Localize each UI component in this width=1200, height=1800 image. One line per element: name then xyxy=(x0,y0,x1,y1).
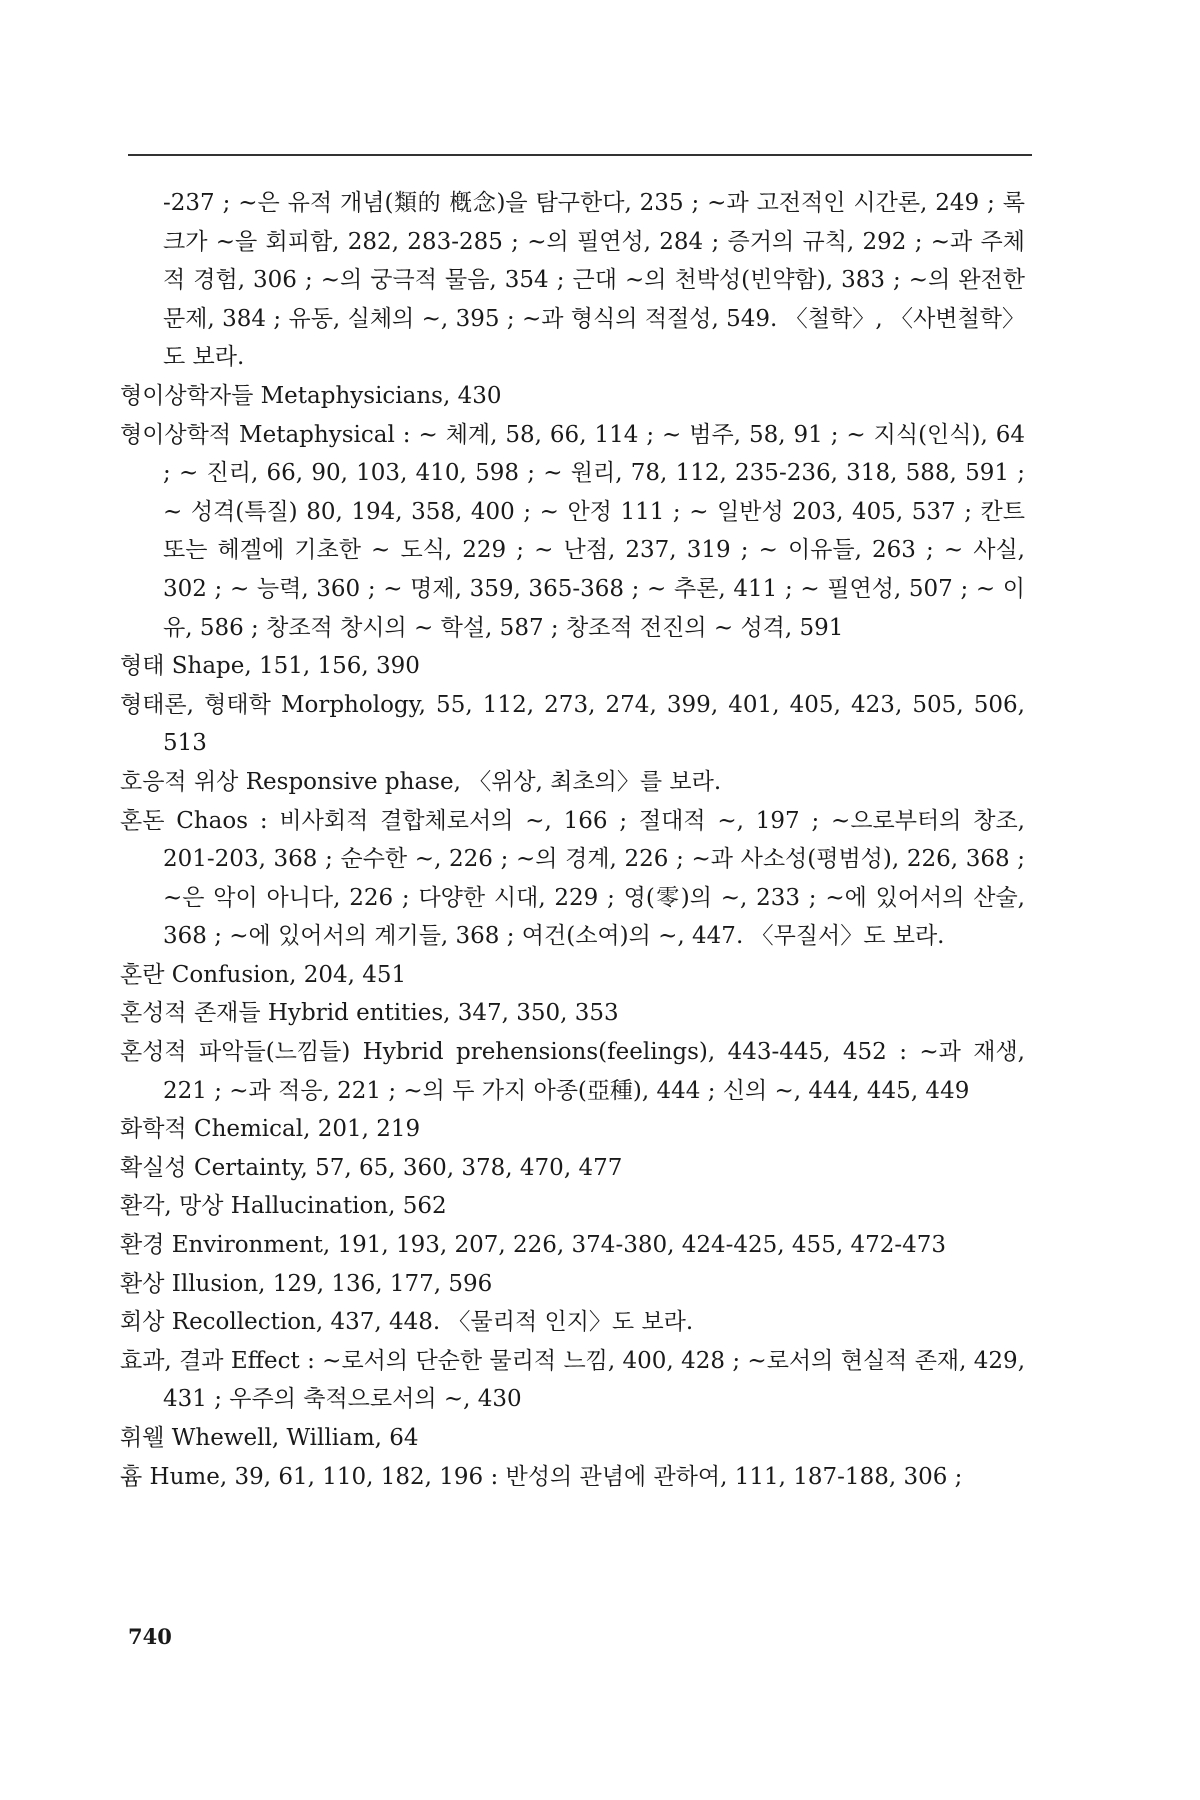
index-entry: 환경 Environment, 191, 193, 207, 226, 374-380, 424-425, 455, 472-473 xyxy=(120,1232,947,1259)
page-number: 740 xyxy=(128,1624,172,1649)
index-entry: 형이상학적 Metaphysical : ~ 체계, 58, 66, 114 ; ~ 범주, 58, 91 ; ~ 지식(인식), 64 ; ~ 진리, 66, 90, 103, 410, 598 ; ~ 원리, 78, 112, 235-236, 318, 588, 591 ; ~ 성격(특질) 80, 194, 358, 400 ; ~ 안정 111 ; ~ 일반성 203, 405, 537 ; 칸트 또는 헤겔에 기초한 ~ 도식, 229 ; ~ 난점, 237, 319 ; ~ 이유들, 263 ; ~ 사실, 302 ; ~ 능력, 360 ; ~ 명제, 359, 365-368 ; ~ 추론, 411 ; ~ 필연성, 507 ; ~ 이유, 586 ; 창조적 창시의 ~ 학설, 587 ; 창조적 전진의 ~ 성격, 591 xyxy=(120,421,1025,641)
index-entry: 회상 Recollection, 437, 448. 〈물리적 인지〉도 보라. xyxy=(120,1309,694,1336)
index-entry: 환각, 망상 Hallucination, 562 xyxy=(120,1193,447,1220)
index-entry: 효과, 결과 Effect : ~로서의 단순한 물리적 느낌, 400, 428 ; ~로서의 현실적 존재, 429, 431 ; 우주의 축적으로서의 ~, 430 xyxy=(120,1347,1025,1413)
index-entry: 화학적 Chemical, 201, 219 xyxy=(120,1116,421,1143)
index-entry: 형이상학자들 Metaphysicians, 430 xyxy=(120,382,502,409)
header-rule xyxy=(128,154,1032,156)
index-entry: -237 ; ~은 유적 개념(類的 槪念)을 탐구한다, 235 ; ~과 고전적인 시간론, 249 ; 록크가 ~을 회피함, 282, 283-285 ; ~의 필연성, 284 ; 증거의 규칙, 292 ; ~과 주체적 경험, 306 ; ~의 궁극적 물음, 354 ; 근대 ~의 천박성(빈약함), 383 ; ~의 완전한 문제, 384 ; 유동, 실체의 ~, 395 ; ~과 형식의 적절성, 549. 〈철학〉, 〈사변철학〉도 보라. xyxy=(163,190,1025,371)
index-entry: 확실성 Certainty, 57, 65, 360, 378, 470, 477 xyxy=(120,1154,623,1181)
index-entries xyxy=(120,184,1025,1496)
index-entry: 흄 Hume, 39, 61, 110, 182, 196 : 반성의 관념에 관하여, 111, 187-188, 306 ; xyxy=(120,1463,963,1490)
index-entry: 형태 Shape, 151, 156, 390 xyxy=(120,653,420,680)
index-entry: 휘웰 Whewell, William, 64 xyxy=(120,1425,419,1451)
index-entry: 혼돈 Chaos : 비사회적 결합체로서의 ~, 166 ; 절대적 ~, 197 ; ~으로부터의 창조, 201-203, 368 ; 순수한 ~, 226 ; ~의 경계, 226 ; ~과 사소성(평범성), 226, 368 ; ~은 악이 아니다, 226 ; 다양한 시대, 229 ; 영(零)의 ~, 233 ; ~에 있어서의 산술, 368 ; ~에 있어서의 계기들, 368 ; 여건(소여)의 ~, 447. 〈무질서〉도 보라. xyxy=(120,807,1025,950)
index-entry: 혼성적 파악들(느낌들) Hybrid prehensions(feelings), 443-445, 452 : ~과 재생, 221 ; ~과 적응, 221 ; ~의 두 가지 아종(亞種), 444 ; 신의 ~, 444, 445, 449 xyxy=(120,1039,1025,1104)
index-entry: 호응적 위상 Responsive phase, 〈위상, 최초의〉를 보라. xyxy=(120,768,722,795)
index-entry: 혼성적 존재들 Hybrid entities, 347, 350, 353 xyxy=(120,1000,619,1027)
index-entry: 혼란 Confusion, 204, 451 xyxy=(120,961,407,988)
index-entry: 환상 Illusion, 129, 136, 177, 596 xyxy=(120,1270,493,1297)
index-entry: 형태론, 형태학 Morphology, 55, 112, 273, 274, 399, 401, 405, 423, 505, 506, 513 xyxy=(120,691,1025,757)
